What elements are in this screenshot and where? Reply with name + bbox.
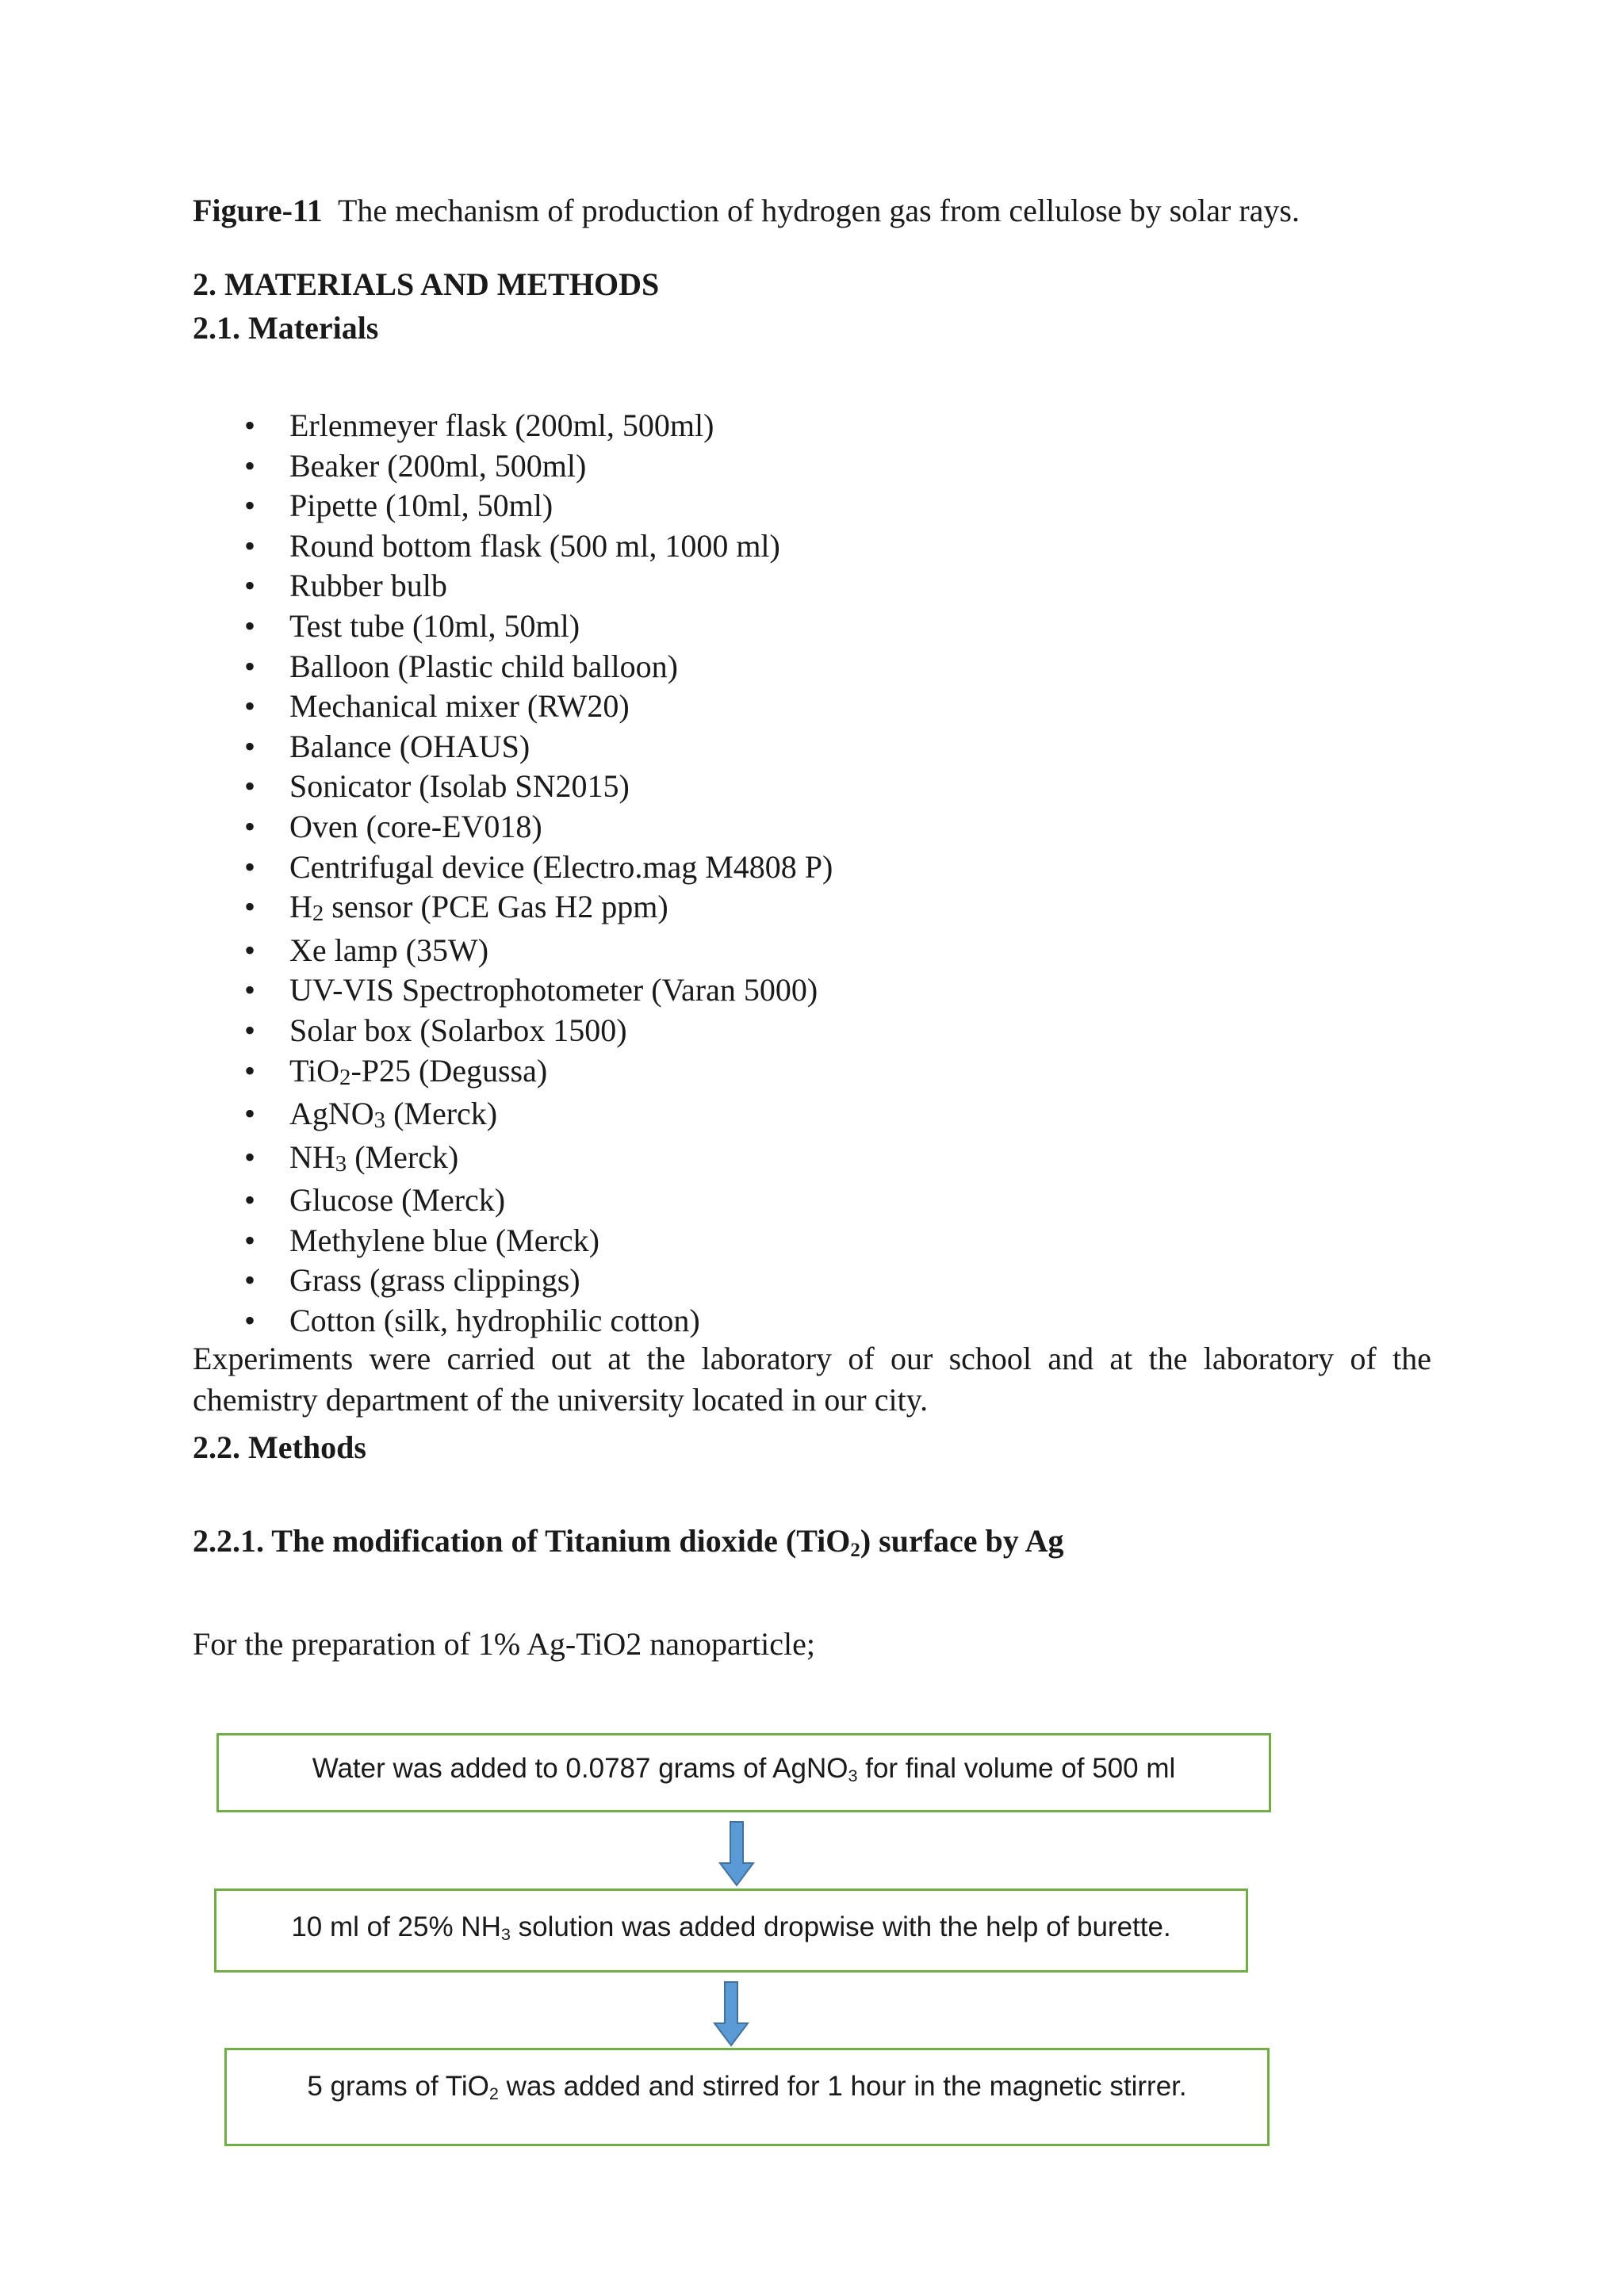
list-item: • H2 sensor (PCE Gas H2 ppm) bbox=[289, 887, 833, 931]
list-item: • NH3 (Merck) bbox=[289, 1138, 833, 1181]
list-item: • Cotton (silk, hydrophilic cotton) bbox=[289, 1301, 833, 1341]
list-item: • Round bottom flask (500 ml, 1000 ml) bbox=[289, 526, 833, 567]
methods-heading: 2.2. Methods bbox=[193, 1429, 366, 1465]
figure-label: Figure-11 bbox=[193, 193, 323, 228]
list-item: • AgNO3 (Merck) bbox=[289, 1094, 833, 1138]
list-item: • Grass (grass clippings) bbox=[289, 1261, 833, 1301]
list-item: • Test tube (10ml, 50ml) bbox=[289, 607, 833, 647]
list-item: • Xe lamp (35W) bbox=[289, 931, 833, 971]
list-item: • Rubber bulb bbox=[289, 566, 833, 607]
flowchart-step-3: 5 grams of TiO$_2$ was added and stirred for 1 hour in the magnetic stirrer. bbox=[224, 2048, 1270, 2146]
list-item: • Balloon (Plastic child balloon) bbox=[289, 647, 833, 687]
section-heading: 2. MATERIALS AND METHODS bbox=[193, 266, 660, 302]
list-item: • Balance (OHAUS) bbox=[289, 727, 833, 767]
list-item: • Mechanical mixer (RW20) bbox=[289, 687, 833, 727]
preparation-text: For the preparation of 1% Ag-TiO2 nanoparticle; bbox=[193, 1626, 816, 1662]
list-item: • UV-VIS Spectrophotometer (Varan 5000) bbox=[289, 970, 833, 1011]
list-item: • Erlenmeyer flask (200ml, 500ml) bbox=[289, 406, 833, 446]
down-arrow-icon bbox=[711, 1980, 751, 2047]
list-item: • Methylene blue (Merck) bbox=[289, 1221, 833, 1261]
flowchart-step-2: 10 ml of 25% $NH_3$ solution was added dropwise with the help of burette. bbox=[214, 1888, 1248, 1973]
down-arrow-icon bbox=[717, 1820, 756, 1887]
list-item: • Oven (core-EV018) bbox=[289, 807, 833, 848]
materials-heading: 2.1. Materials bbox=[193, 310, 379, 346]
flowchart-step-1: Water was added to 0.0787 grams of AgNO$_3$ for final volume of 500 ml bbox=[216, 1733, 1271, 1812]
list-item: • Beaker (200ml, 500ml) bbox=[289, 446, 833, 487]
figure-caption bbox=[193, 190, 1300, 232]
list-item: • Glucose (Merck) bbox=[289, 1181, 833, 1221]
materials-list bbox=[246, 406, 833, 1341]
list-item: • Solar box (Solarbox 1500) bbox=[289, 1011, 833, 1051]
experiments-paragraph: Experiments were carried out at the laboratory of our school and at the laboratory of the chemistry department of the university located in our city. bbox=[193, 1341, 1431, 1418]
modification-heading: 2.2.1. The modification of Titanium dioxide (TiO$_2$) surface by Ag bbox=[193, 1523, 1064, 1562]
list-item: • Sonicator (Isolab SN2015) bbox=[289, 767, 833, 807]
figure-caption-text: The mechanism of production of hydrogen gas from cellulose by solar rays. bbox=[337, 193, 1300, 228]
list-item: • TiO2-P25 (Degussa) bbox=[289, 1051, 833, 1095]
list-item: • Pipette (10ml, 50ml) bbox=[289, 486, 833, 526]
list-item: • Centrifugal device (Electro.mag M4808 P) bbox=[289, 848, 833, 888]
